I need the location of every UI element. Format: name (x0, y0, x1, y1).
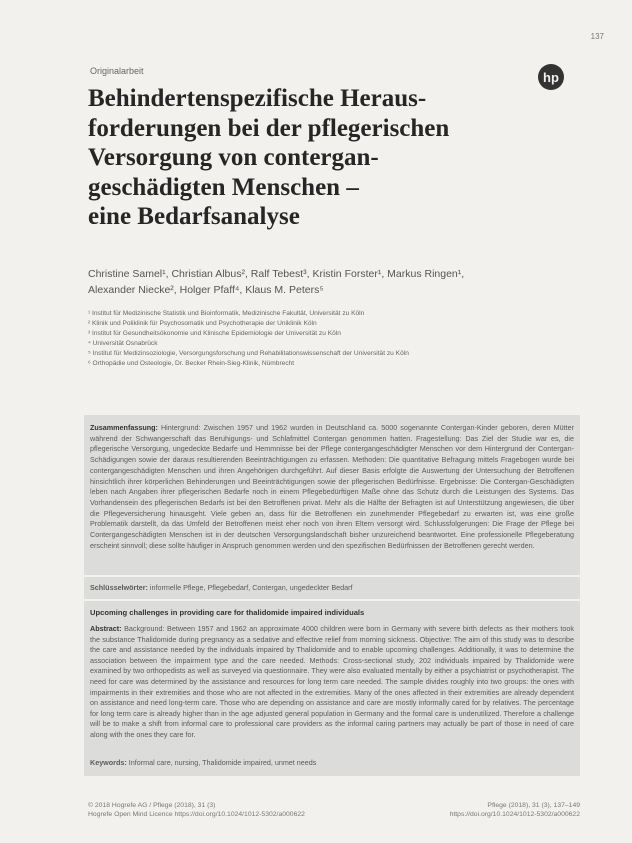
abstract-box (84, 415, 580, 776)
author-line: Christine Samel¹, Christian Albus², Ralf Tebest³, Kristin Forster¹, Markus Ringen¹, (88, 268, 465, 280)
abstract-english (90, 624, 574, 741)
divider (84, 599, 580, 601)
footer-line: Hogrefe Open Mind Licence https://doi.org/10.1024/1012-5302/a000622 (88, 811, 305, 818)
keywords-german-label: Schlüsselwörter: (90, 583, 148, 592)
title-line: forderungen bei der pflegerischen (88, 114, 450, 142)
publisher-logo-icon: hp (538, 64, 564, 90)
page-number: 137 (590, 32, 604, 41)
author-line: Alexander Niecke², Holger Pfaff⁴, Klaus M. Peters⁵ (88, 284, 324, 296)
footer-line: https://doi.org/10.1024/1012-5302/a000622 (449, 811, 580, 818)
keywords-german-text: informelle Pflege, Pflegebedarf, Contergan, ungedeckter Bedarf (149, 583, 353, 592)
abstract-german-label: Zusammenfassung: (90, 423, 158, 432)
affiliation: ² Klinik und Poliklinik für Psychosomatik und Psychotherapie der Uniklinik Köln (88, 320, 317, 328)
english-title: Upcoming challenges in providing care for thalidomide impaired individuals (90, 608, 365, 617)
title-line: Versorgung von contergan- (88, 144, 379, 171)
keywords-english-text: Informal care, nursing, Thalidomide impaired, unmet needs (128, 758, 317, 767)
keywords-english (90, 758, 574, 767)
affiliation: ⁴ Universität Osnabrück (88, 340, 158, 348)
affiliation: ⁶ Orthopädie und Osteologie, Dr. Becker Rhein-Sieg-Klinik, Nümbrecht (88, 360, 295, 368)
footer-line: © 2018 Hogrefe AG / Pflege (2018), 31 (3) (88, 802, 216, 809)
affiliation: ⁵ Institut für Medizinsoziologie, Versorgungsforschung und Rehabilitationswissenschaft der Universität zu Köln (88, 350, 409, 358)
keywords-english-label: Keywords: (90, 758, 127, 767)
title-line: Behindertenspezifische Heraus- (88, 85, 427, 112)
abstract-german (90, 423, 574, 551)
affiliation-list (88, 309, 548, 370)
article-title (88, 84, 528, 232)
affiliation: ¹ Institut für Medizinische Statistik und Bioinformatik, Medizinische Fakultät, Universität zu Köln (88, 310, 365, 317)
footer-line: Pflege (2018), 31 (3), 137–149 (487, 802, 580, 809)
title-line: geschädigten Menschen – (88, 173, 359, 201)
title-line: eine Bedarfsanalyse (88, 203, 300, 230)
keywords-german (90, 583, 574, 592)
footer-copyright (88, 801, 305, 819)
affiliation: ³ Institut für Gesundheitsökonomie und Klinische Epidemiologie der Universität zu Köln (88, 330, 341, 338)
abstract-english-text: Background: Between 1957 and 1962 an approximate 4000 children were born in Germany with severe birth defects as their mothers took the substance Thalidomide during pregnancy as a sedative and effective relief from morning sickness. Objective: The aim of this study was to describe the care and assistance needed by the individuals impaired by Thalidomide and to enable upcoming challenges. Additionally, it was to determine the association between the impairment type and the care needed. Methods: Cross-sectional study, 202 individuals impaired by Thalidomide were examined by two orthopedists as well as surveyed via questionnaire. They were also evaluated mentally by either a psychiatrist or psychotherapist. The need for care was determined by the assistance and resources for long term care needed. The sample divides roughly into two groups: the ones with impairments in their extremities and those who are not affected in the extremities. Many of the ones affected in their extremities are already dependent on assistance and need long-term care. Those who are depending on assistance and care are mostly informally cared for by relatives. The percentage for long term care is already higher than in the age adjusted general population in Germany and the formal care is underutilized. Therefore a challenge will be to make a shift from informal care to professional care providers as the informal caring partners may actually be part of those in need of care along with the ones they care for. (90, 624, 574, 739)
footer-citation (450, 801, 580, 819)
abstract-german-text: Hintergrund: Zwischen 1957 und 1962 wurden in Deutschland ca. 5000 sogenannte Contergan-Kinder geboren, deren Mütter während der Schwangerschaft das Beruhigungs- und Schlafmittel Contergan genommen hatten. Fragestellung: Das Ziel der Studie war es, die pflegerische Versorgung, ungedeckte Bedarfe und Hemmnisse bei der Pflege contergangeschädigter Menschen vor dem Hintergrund der Contergan-Schädigungen sowie der daraus resultierenden Beeinträchtigungen zu erfassen. Methoden: Die quantitative Befragung mittels Fragebogen wurde bei contergangeschädigten Menschen und ihren Angehörigen durchgeführt. Auf dieser Basis erfolgte die Auswertung der Untersuchung der Betroffenen hinsichtlich ihrer körperlichen Behinderungen und Beeinträchtigungen sowie der pflegerischen Bedürfnisse. Ergebnisse: Die Contergan-Geschädigten leben nach Angaben ihrer pflegerischen Bedarfe noch in einem Pflegebedürftigen Maße ohne das Schutz durch die Leistungen des Systems. Das Vorhandensein des pflegerischen Bedarfs ist bei den Betroffenen privat. Mehr als die Hälfte der Befragten ist auf Unterstützung angewiesen, die über die Pflegeversicherung hinausgeht. Viele geben an, dass für die Betroffenen ein zunehmender Pflegebedarf zu erwarten ist, was eine große Problematik darstellt, da das Umfeld der Betroffenen meist eher noch von ihren Eltern versorgt wird. Schlussfolgerungen: Die Frage der Pflege bei Contergangeschädigten Menschen ist in der deutschen Versorgungslandschaft bisher unzureichend beantwortet. Eine professionelle Pflegeberatung erscheint sinnvoll; diese sollte häufiger in Anspruch genommen werden und den spezifischen Bedürfnissen der Betroffenen gerecht werden. (90, 423, 574, 550)
abstract-english-label: Abstract: (90, 624, 122, 633)
divider (84, 575, 580, 577)
section-label: Originalarbeit (90, 66, 144, 76)
author-list (88, 266, 558, 298)
